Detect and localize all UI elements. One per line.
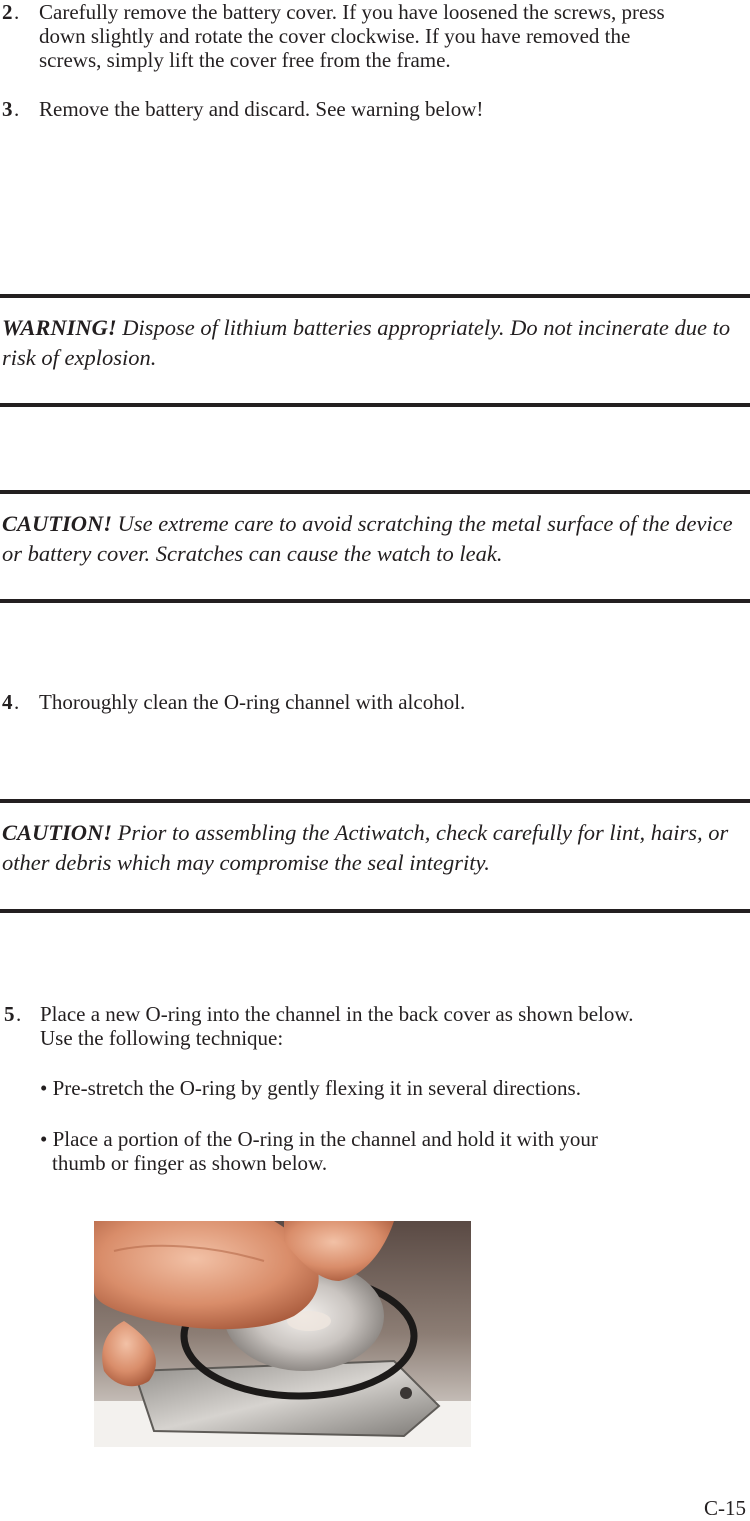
notice-label: CAUTION! xyxy=(2,511,113,536)
divider xyxy=(0,909,750,913)
bullet-place-line1: • Place a portion of the O-ring in the channel and hold it with your xyxy=(40,1127,598,1151)
step-line: Carefully remove the battery cover. If you have loosened the screws, press xyxy=(39,0,665,24)
o-ring-placement-photo xyxy=(94,1221,471,1447)
notice-text: Dispose of lithium batteries appropriately. Do not incinerate due to risk of explosion. xyxy=(2,315,731,370)
step-text: Remove the battery and discard. See warning below! xyxy=(39,97,484,121)
divider xyxy=(0,799,750,803)
divider xyxy=(0,490,750,494)
step-text: Thoroughly clean the O-ring channel with alcohol. xyxy=(39,690,466,714)
notice-text: Use extreme care to avoid scratching the metal surface of the device or battery cover. Scratches can cause the watch to leak. xyxy=(2,511,733,566)
step-line: down slightly and rotate the cover clockwise. If you have removed the xyxy=(39,24,631,48)
bullet-place-line2: thumb or finger as shown below. xyxy=(52,1151,328,1175)
notice-text: Prior to assembling the Actiwatch, check carefully for lint, hairs, or other debris which may compromise the seal integrity. xyxy=(2,820,729,875)
notice-label: CAUTION! xyxy=(2,820,113,845)
divider xyxy=(0,403,750,407)
divider xyxy=(0,294,750,298)
step-line: Use the following technique: xyxy=(40,1026,284,1050)
step-number: 4 xyxy=(2,690,13,714)
page-number: C-15 xyxy=(704,1496,746,1520)
step-line: Place a new O-ring into the channel in the back cover as shown below. xyxy=(40,1002,634,1026)
notice-label: WARNING! xyxy=(2,315,117,340)
warning-notice xyxy=(2,313,748,373)
step-text xyxy=(40,1002,633,1050)
step-text xyxy=(39,0,665,72)
step-line: screws, simply lift the cover free from the frame. xyxy=(39,48,451,72)
divider xyxy=(0,599,750,603)
step-number: 5 xyxy=(4,1002,15,1026)
caution-notice-scratch xyxy=(2,509,748,569)
step-number: 3 xyxy=(2,97,13,121)
step-number: 2 xyxy=(2,0,13,24)
bullet-prestretch: • Pre-stretch the O-ring by gently flexing it in several directions. xyxy=(40,1076,581,1100)
caution-notice-debris xyxy=(2,818,748,878)
